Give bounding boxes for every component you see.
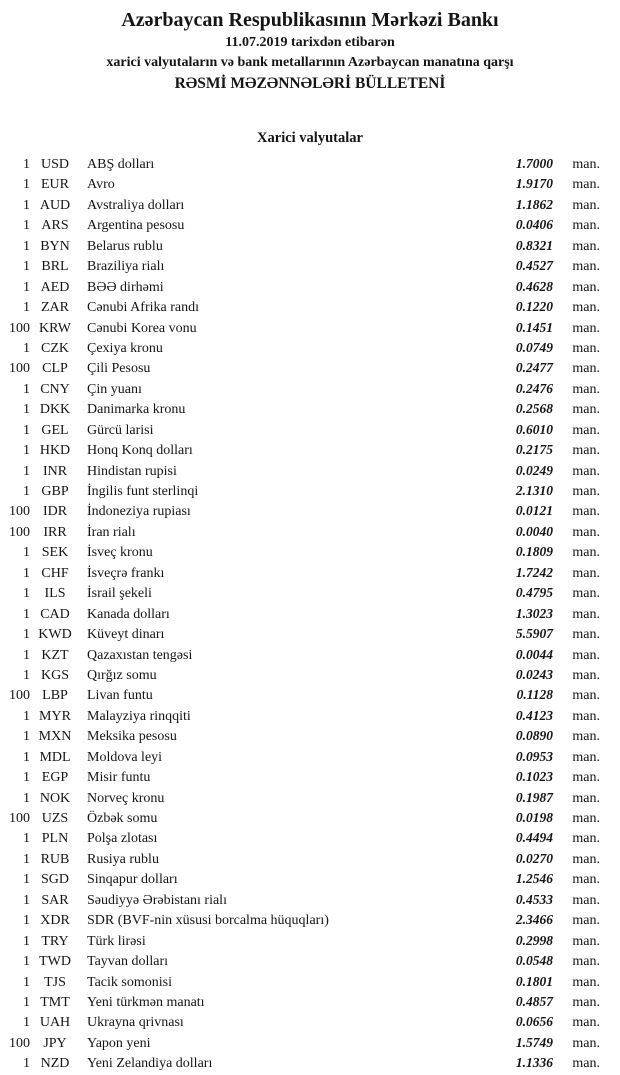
currency-unit-label: man. (572, 606, 600, 622)
currency-unit-label: man. (572, 831, 600, 847)
currency-quantity: 1 (23, 994, 30, 1010)
currency-quantity: 1 (23, 300, 30, 316)
currency-name: Çin yuanı (87, 381, 142, 397)
exchange-rate-row (0, 910, 600, 930)
currency-quantity: 1 (23, 1015, 30, 1031)
currency-name: Malayziya rinqqiti (87, 708, 191, 724)
currency-unit-label: man. (572, 627, 600, 643)
currency-code: HKD (39, 443, 71, 459)
exchange-rate-row (0, 399, 600, 419)
currency-rate-value: 0.1809 (515, 544, 553, 560)
currency-code: INR (42, 463, 68, 479)
currency-name: Rusiya rublu (87, 851, 159, 867)
currency-name: Sinqapur dolları (87, 872, 178, 888)
currency-rate-value: 0.0749 (515, 339, 553, 355)
currency-rate-value: 0.2175 (515, 442, 553, 458)
currency-code: USD (40, 157, 69, 172)
exchange-rate-row (0, 277, 600, 297)
bulletin-subtitle: xarici valyutaların və bank metallarının Azərbaycan manatına qarşı (106, 55, 514, 70)
currency-code: CAD (40, 606, 70, 622)
currency-unit-label: man. (572, 320, 600, 336)
currency-quantity: 1 (23, 647, 30, 663)
currency-code: CHF (41, 565, 69, 581)
exchange-rate-row (0, 767, 600, 787)
currency-code: SEK (41, 545, 69, 561)
section-title-foreign-currencies: Xarici valyutalar (257, 130, 363, 146)
currency-quantity: 1 (23, 422, 30, 438)
currency-name: Meksika pesosu (87, 729, 177, 745)
currency-rate-value: 0.4857 (515, 993, 553, 1009)
currency-unit-label: man. (572, 238, 600, 254)
exchange-rate-row (0, 890, 600, 910)
exchange-rate-row (0, 542, 600, 562)
currency-code: GEL (41, 422, 69, 438)
currency-rate-value: 1.5749 (515, 1034, 553, 1050)
currency-unit-label: man. (572, 974, 600, 990)
currency-name: İsveç kronu (87, 545, 153, 561)
currency-quantity: 1 (23, 851, 30, 867)
exchange-rate-row (0, 174, 600, 194)
exchange-rate-row (0, 645, 600, 665)
exchange-rate-row (0, 1033, 600, 1053)
currency-unit-label: man. (572, 770, 600, 786)
currency-quantity: 100 (9, 688, 30, 704)
currency-name: İsrail şekeli (87, 586, 152, 602)
currency-quantity: 1 (23, 790, 30, 806)
currency-unit-label: man. (572, 933, 600, 949)
currency-name: Cənubi Korea vonu (87, 320, 197, 336)
currency-unit-label: man. (572, 811, 600, 826)
currency-quantity: 1 (23, 708, 30, 724)
exchange-rate-row (0, 420, 600, 440)
exchange-rate-row (0, 869, 600, 889)
currency-unit-label: man. (572, 463, 600, 479)
currency-unit-label: man. (572, 872, 600, 888)
currency-quantity: 1 (23, 238, 30, 254)
exchange-rate-row (0, 236, 600, 256)
currency-name: Misir funtu (87, 770, 151, 786)
exchange-rate-row (0, 624, 600, 644)
currency-rate-value: 0.1220 (515, 299, 553, 315)
currency-name: ABŞ dolları (87, 157, 155, 172)
currency-name: Argentina pesosu (87, 218, 185, 234)
exchange-rate-row (0, 440, 600, 460)
currency-unit-label: man. (572, 1056, 600, 1072)
currency-rate-value: 0.0890 (515, 728, 553, 744)
currency-rate-value: 0.4494 (515, 830, 553, 846)
exchange-rate-row (0, 501, 600, 521)
currency-unit-label: man. (572, 851, 600, 867)
currency-quantity: 100 (9, 320, 30, 336)
currency-rate-value: 2.1310 (515, 483, 553, 498)
currency-unit-label: man. (572, 586, 600, 602)
currency-quantity: 1 (23, 177, 30, 193)
currency-code: CLP (42, 361, 68, 377)
currency-quantity: 1 (23, 770, 30, 786)
currency-rate-value: 0.0656 (515, 1014, 553, 1030)
currency-rate-value: 0.0249 (515, 462, 553, 478)
currency-unit-label: man. (572, 300, 600, 316)
currency-unit-label: man. (572, 443, 600, 459)
currency-rate-value: 0.0121 (515, 503, 553, 519)
currency-name: Avro (87, 177, 115, 193)
currency-rate-value: 5.5907 (515, 626, 553, 642)
exchange-rate-row (0, 972, 600, 992)
currency-code: TWD (39, 954, 71, 970)
exchange-rate-row (0, 931, 600, 951)
currency-quantity: 1 (23, 340, 30, 356)
currency-code: KGS (40, 667, 69, 683)
currency-unit-label: man. (572, 545, 600, 561)
currency-name: Gürcü larisi (87, 422, 154, 438)
currency-quantity: 1 (23, 606, 30, 622)
currency-code: KZT (41, 647, 69, 663)
currency-quantity: 1 (23, 872, 30, 888)
currency-unit-label: man. (572, 484, 600, 499)
currency-rate-value: 0.1801 (515, 973, 553, 989)
exchange-rate-row (0, 358, 600, 378)
currency-code: CZK (41, 340, 69, 356)
currency-code: ILS (44, 586, 66, 602)
currency-code: KWD (38, 627, 72, 643)
currency-unit-label: man. (572, 790, 600, 806)
currency-quantity: 1 (23, 565, 30, 581)
currency-rate-value: 0.0044 (515, 646, 553, 662)
currency-name: Avstraliya dolları (87, 197, 185, 213)
currency-unit-label: man. (572, 913, 600, 929)
currency-code: SAR (41, 892, 69, 908)
currency-rate-value: 0.2568 (515, 401, 553, 417)
exchange-rate-row (0, 379, 600, 399)
currency-code: MXN (38, 729, 72, 745)
currency-quantity: 1 (23, 443, 30, 459)
currency-rate-value: 1.7000 (515, 156, 553, 171)
currency-quantity: 1 (23, 545, 30, 561)
exchange-rate-row (0, 726, 600, 746)
currency-code: IDR (42, 504, 68, 520)
currency-rate-value: 0.1451 (515, 319, 553, 335)
currency-code: TJS (44, 974, 66, 990)
exchange-rate-row (0, 583, 600, 603)
currency-unit-label: man. (572, 954, 600, 970)
currency-unit-label: man. (572, 565, 600, 581)
currency-quantity: 1 (23, 831, 30, 847)
currency-rate-value: 1.2546 (515, 871, 553, 887)
currency-name: Tacik somonisi (87, 974, 172, 990)
currency-rate-value: 0.6010 (515, 421, 553, 437)
currency-rate-value: 0.0548 (515, 953, 553, 969)
currency-name: Qazaxıstan tengəsi (87, 647, 193, 663)
currency-code: ZAR (41, 300, 69, 316)
exchange-rate-row (0, 747, 600, 767)
exchange-rate-row (0, 1012, 600, 1032)
currency-unit-label: man. (572, 647, 600, 663)
currency-rate-value: 0.0198 (515, 810, 553, 825)
currency-code: JPY (43, 1035, 67, 1051)
currency-unit-label: man. (572, 667, 600, 683)
currency-name: Hindistan rupisi (87, 463, 177, 479)
currency-code: AED (40, 279, 70, 295)
currency-quantity: 1 (23, 218, 30, 234)
currency-quantity: 1 (23, 954, 30, 970)
currency-rate-value: 0.1023 (515, 769, 553, 785)
currency-unit-label: man. (572, 279, 600, 295)
currency-name: Danimarka kronu (87, 402, 186, 418)
currency-code: UZS (41, 811, 69, 826)
currency-unit-label: man. (572, 259, 600, 275)
currency-rate-value: 0.0040 (515, 523, 553, 539)
currency-rate-value: 1.1862 (515, 196, 553, 212)
currency-code: UAH (39, 1015, 71, 1031)
currency-code: CNY (40, 381, 70, 397)
currency-code: XDR (40, 913, 70, 929)
exchange-rate-row (0, 828, 600, 848)
currency-unit-label: man. (572, 402, 600, 418)
currency-name: Yapon yeni (87, 1035, 151, 1051)
currency-unit-label: man. (572, 197, 600, 213)
currency-quantity: 1 (23, 157, 30, 172)
currency-quantity: 1 (23, 463, 30, 479)
currency-code: SGD (40, 872, 69, 888)
currency-quantity: 1 (23, 749, 30, 765)
currency-code: TRY (41, 933, 69, 949)
currency-unit-label: man. (572, 524, 600, 540)
currency-quantity: 1 (23, 381, 30, 397)
currency-name: Özbək somu (87, 811, 158, 826)
currency-code: TMT (40, 994, 70, 1010)
currency-quantity: 1 (23, 627, 30, 643)
exchange-rate-row (0, 481, 600, 501)
exchange-rate-row (0, 563, 600, 583)
currency-unit-label: man. (572, 1035, 600, 1051)
currency-code: GBP (41, 484, 69, 499)
currency-name: İran rialı (87, 524, 136, 540)
currency-quantity: 100 (9, 361, 30, 377)
exchange-rate-row (0, 195, 600, 215)
exchange-rate-row (0, 461, 600, 481)
currency-name: Polşa zlotası (87, 831, 158, 847)
currency-name: İngilis funt sterlinqi (87, 484, 199, 499)
currency-rate-value: 0.2998 (515, 932, 553, 948)
currency-code: EGP (41, 770, 69, 786)
currency-rate-value: 0.8321 (515, 237, 553, 253)
exchange-rate-row (0, 522, 600, 542)
currency-name: Livan funtu (87, 688, 153, 704)
currency-name: İndoneziya rupiası (87, 504, 191, 520)
currency-unit-label: man. (572, 688, 600, 704)
currency-unit-label: man. (572, 381, 600, 397)
currency-code: LBP (42, 688, 68, 704)
currency-code: RUB (40, 851, 70, 867)
currency-name: BƏƏ dirhəmi (87, 279, 164, 295)
currency-rate-value: 0.0406 (515, 217, 553, 233)
exchange-rate-row (0, 256, 600, 276)
currency-rate-value: 0.0243 (515, 666, 553, 682)
currency-unit-label: man. (572, 422, 600, 438)
currency-quantity: 100 (9, 811, 30, 826)
exchange-rate-row (0, 808, 600, 828)
currency-rate-value: 1.9170 (515, 176, 553, 192)
exchange-rate-row (0, 788, 600, 808)
currency-quantity: 1 (23, 667, 30, 683)
exchange-rate-row (0, 604, 600, 624)
currency-code: AUD (39, 197, 71, 213)
currency-name: Yeni Zelandiya dolları (87, 1056, 213, 1072)
exchange-rate-row (0, 297, 600, 317)
currency-code: NZD (40, 1056, 70, 1072)
bulletin-header (0, 7, 620, 95)
currency-quantity: 1 (23, 484, 30, 499)
currency-quantity: 100 (9, 1035, 30, 1051)
currency-code: DKK (39, 402, 71, 418)
currency-name: Cənubi Afrika randı (87, 300, 199, 316)
exchange-rate-row (0, 685, 600, 705)
currency-name: Ukrayna qrivnası (87, 1015, 184, 1031)
currency-unit-label: man. (572, 749, 600, 765)
currency-code: PLN (41, 831, 69, 847)
currency-code: KRW (39, 320, 71, 336)
currency-code: EUR (41, 177, 69, 193)
currency-rate-value: 0.2476 (515, 380, 553, 396)
exchange-rate-row (0, 318, 600, 338)
currency-quantity: 1 (23, 402, 30, 418)
currency-rate-value: 0.2477 (515, 360, 553, 376)
exchange-rates-table (0, 154, 600, 1074)
currency-rate-value: 1.7242 (515, 564, 553, 580)
currency-rate-value: 1.1336 (515, 1055, 553, 1071)
currency-rate-value: 0.4527 (515, 258, 553, 274)
currency-unit-label: man. (572, 177, 600, 193)
currency-rate-value: 0.4533 (515, 891, 553, 907)
currency-unit-label: man. (572, 892, 600, 908)
currency-rate-value: 0.0270 (515, 850, 553, 866)
currency-unit-label: man. (572, 1015, 600, 1031)
currency-quantity: 100 (9, 524, 30, 540)
exchange-rate-row (0, 1053, 600, 1073)
currency-name: İsveçrə frankı (87, 565, 165, 581)
exchange-rate-row (0, 849, 600, 869)
exchange-rate-row (0, 706, 600, 726)
currency-code: MDL (39, 749, 71, 765)
currency-code: IRR (43, 524, 67, 540)
currency-unit-label: man. (572, 708, 600, 724)
exchange-rate-row (0, 992, 600, 1012)
exchange-rate-row (0, 215, 600, 235)
currency-unit-label: man. (572, 361, 600, 377)
currency-name: Yeni türkmən manatı (87, 994, 205, 1010)
currency-name: Səudiyyə Ərəbistanı rialı (87, 892, 227, 908)
currency-code: MYR (39, 708, 71, 724)
currency-rate-value: 2.3466 (515, 912, 553, 928)
currency-unit-label: man. (572, 340, 600, 356)
currency-rate-value: 1.3023 (515, 605, 553, 621)
currency-name: Tayvan dolları (87, 954, 169, 970)
currency-name: Belarus rublu (87, 238, 163, 254)
bank-name: Azərbaycan Respublikasının Mərkəzi Bankı (121, 9, 499, 31)
currency-name: SDR (BVF-nin xüsusi borcalma hüquqları) (87, 913, 329, 929)
currency-name: Norveç kronu (87, 790, 165, 806)
exchange-rate-row (0, 951, 600, 971)
currency-quantity: 100 (9, 504, 30, 520)
currency-name: Moldova leyi (87, 749, 163, 765)
currency-code: ARS (41, 218, 69, 234)
currency-quantity: 1 (23, 892, 30, 908)
exchange-rate-row (0, 665, 600, 685)
bulletin-title: RƏSMİ MƏZƏNNƏLƏRİ BÜLLETENİ (174, 75, 446, 92)
currency-unit-label: man. (572, 994, 600, 1010)
currency-name: Çili Pesosu (87, 361, 151, 377)
currency-unit-label: man. (572, 729, 600, 745)
currency-name: Braziliya rialı (87, 259, 165, 275)
exchange-rate-row (0, 338, 600, 358)
currency-rate-value: 0.4795 (515, 585, 553, 601)
currency-code: BRL (41, 259, 69, 275)
currency-unit-label: man. (572, 504, 600, 520)
currency-quantity: 1 (23, 913, 30, 929)
currency-rate-value: 0.4123 (515, 707, 553, 723)
currency-rate-value: 0.1128 (516, 687, 553, 703)
currency-name: Türk lirəsi (87, 933, 146, 949)
currency-quantity: 1 (23, 279, 30, 295)
currency-quantity: 1 (23, 974, 30, 990)
effective-date-line: 11.07.2019 tarixdən etibarən (225, 35, 395, 50)
exchange-rate-row (0, 154, 600, 174)
currency-rate-value: 0.4628 (515, 278, 553, 294)
currency-quantity: 1 (23, 259, 30, 275)
currency-quantity: 1 (23, 586, 30, 602)
currency-quantity: 1 (23, 729, 30, 745)
currency-name: Çexiya kronu (87, 340, 163, 356)
currency-quantity: 1 (23, 1056, 30, 1072)
currency-quantity: 1 (23, 197, 30, 213)
currency-name: Honq Konq dolları (87, 443, 193, 459)
currency-rate-value: 0.0953 (515, 748, 553, 764)
currency-rate-value: 0.1987 (515, 789, 553, 805)
currency-name: Kanada dolları (87, 606, 170, 622)
currency-name: Küveyt dinarı (87, 627, 165, 643)
currency-code: NOK (39, 790, 71, 806)
currency-code: BYN (40, 238, 70, 254)
currency-name: Qırğız somu (87, 667, 157, 683)
currency-unit-label: man. (572, 218, 600, 234)
currency-unit-label: man. (572, 157, 600, 172)
currency-quantity: 1 (23, 933, 30, 949)
